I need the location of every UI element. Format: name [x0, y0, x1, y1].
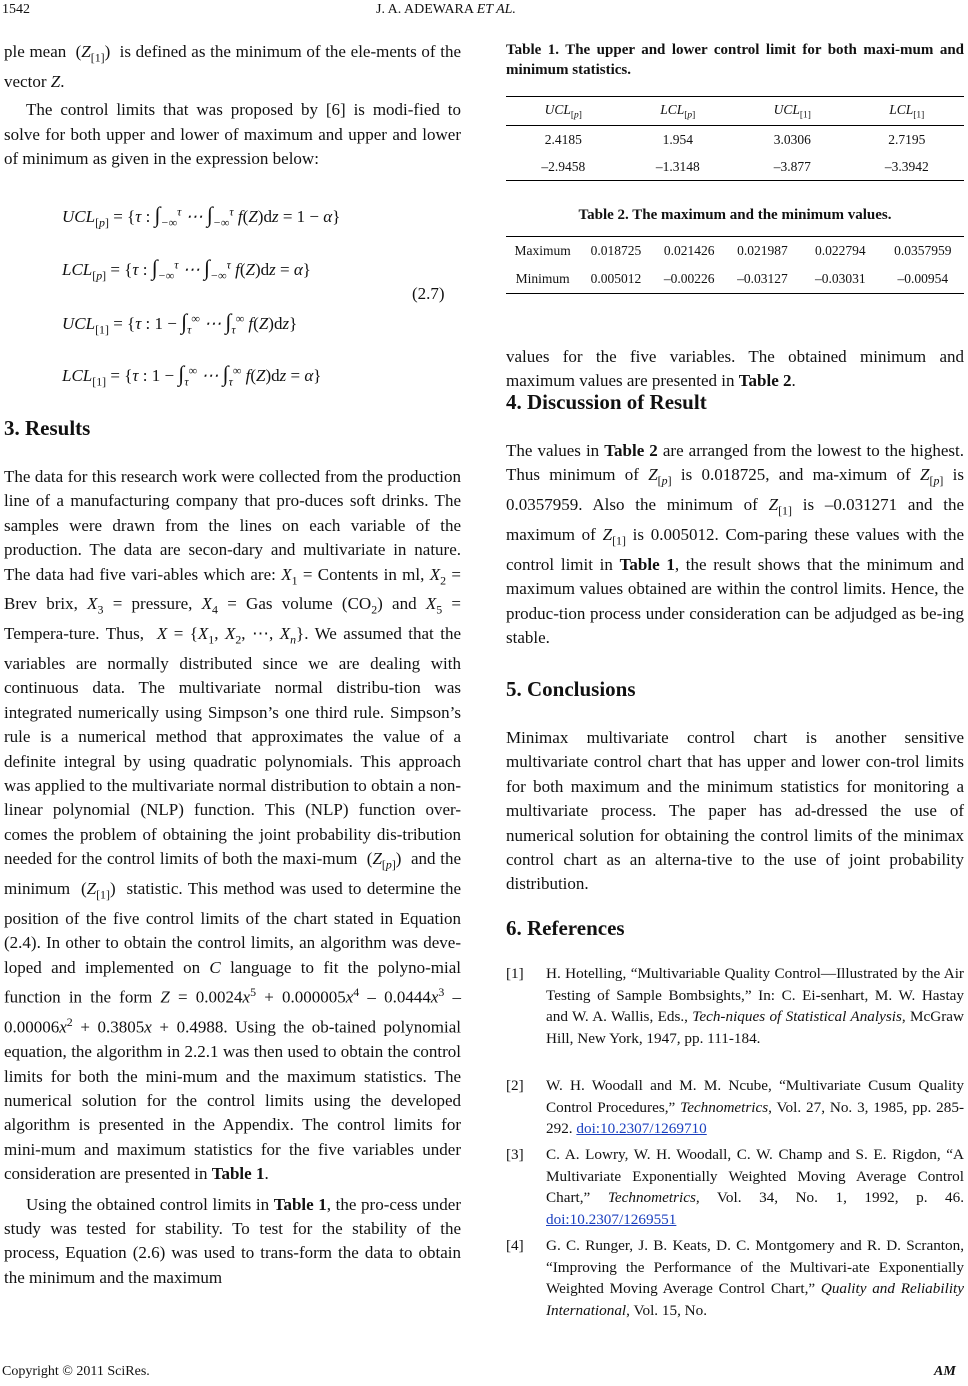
- reference-number: [2]: [506, 1077, 524, 1094]
- reference-text: H. Hotelling, “Multivariable Quality Control—Illustrated by the Air Testing of Sample Bombsights,” In: C. Ei-senhart, M. W. Hastay and W. A. Wallis, Eds., Tech-niques of Statistical Analysis, McGraw Hill, New York, 1947, pp. 111-184.: [546, 965, 964, 1047]
- table1-cell: 3.0306: [773, 131, 811, 147]
- table2-cell: –0.03127: [737, 271, 788, 286]
- conclusions-body: Minimax multivariate control chart is another sensitive multivariate control chart that has upper and lower con-trol limits for both maximum and the minimum statistics for monitoring a multivariate process. The paper has ad-dressed the use of numerical solution for obtaining the control limits of the minimax control chart as an alterna-tive to the use of joint probability distribution.: [506, 728, 964, 894]
- right-paragraph-1: values for the five variables. The obtained minimum and maximum values are presented in Table 2.: [506, 347, 964, 391]
- table2-cell: 0.005012: [590, 271, 642, 286]
- equation-ucl-p: $UCL_{[p]} = \{\tau$ : $\int_{-\infty}^\tau$ ⋯ $\int_{-\infty}^\tau$ f(Z)dz = 1 − α}: [62, 202, 341, 230]
- table2-cell: 0.022794: [814, 243, 866, 258]
- table1-cell: –1.3148: [655, 158, 700, 174]
- table2-cell: –0.00954: [897, 271, 949, 286]
- table2-row: [506, 265, 964, 293]
- doi-link[interactable]: doi:10.2307/1269710: [576, 1120, 707, 1137]
- table2-cell: –0.03031: [814, 271, 866, 286]
- reference-item: [506, 963, 964, 1049]
- results-body: [4, 465, 461, 1290]
- reference-text: G. C. Runger, J. B. Keats, D. C. Montgomery and R. D. Scranton, “Improving the Performance of the Multivari-ate Exponentially Weighted Moving Average Control Chart,” Quality and Reliability International, Vol. 15, No.: [546, 1237, 964, 1319]
- table2-cell: 0.021426: [663, 243, 715, 258]
- table1-row: [506, 153, 964, 180]
- page-number: 1542: [2, 2, 30, 17]
- equation-ucl-1: $UCL_{[1]} = \{\tau$ : $1 - \int_\tau^\infty$ ⋯ $\int_\tau^\infty$ f(Z)dz}: [62, 309, 298, 337]
- equation-lcl-1: $LCL_{[1]} = \{\tau$ : $1 - \int_\tau^\infty$ ⋯ $\int_\tau^\infty$ f(Z)dz = α}: [62, 361, 322, 389]
- discussion-body: The values in Table 2 are arranged from the lowest to the highest. Thus minimum of $Z_{[p]}$ is 0.018725, and ma-ximum of $Z_{[p]}$ is 0.0357959. Also the minimum of $Z_{[1]}$ is –0.031271 and the maximum of $Z_{[1]}$ is 0.005012. Com-paring these values with the control limit in Table 1, the result shows that the minimum and maximum values obtained are within the control limits. Hence, the produc-tion process under consideration can be adjudged as be-ing stable.: [506, 441, 965, 648]
- table1-cell: –3.877: [773, 158, 811, 174]
- reference-item: [506, 1075, 964, 1140]
- table1-header: $LCL_{[1]}$: [889, 101, 925, 121]
- equation-lcl-p: $LCL_{[p]} = \{\tau$ : $\int_{-\infty}^\tau$ ⋯ $\int_{-\infty}^\tau$ f(Z)dz = α}: [62, 255, 311, 283]
- table1-cell: –2.9458: [541, 158, 586, 174]
- table1-cell: 1.954: [662, 131, 693, 147]
- intro-paragraph-2: The control limits that was proposed by [6] is modi-fied to solve for both upper and lower of maximum and upper and lower of minimum as given in the expression below:: [4, 100, 461, 169]
- table2-cell: 0.021987: [737, 243, 788, 258]
- table1: [506, 96, 964, 181]
- reference-text: W. H. Woodall and M. M. Ncube, “Multivariate Cusum Quality Control Procedures,” Technometrics, Vol. 27, No. 3, 1985, pp. 285-292. doi:10.2307/1269710: [546, 1077, 965, 1137]
- copyright: Copyright © 2011 SciRes.: [2, 1364, 150, 1379]
- table1-header: $UCL_{[p]}$: [544, 101, 582, 121]
- reference-item: [506, 1144, 964, 1230]
- reference-item: [506, 1235, 964, 1321]
- intro-paragraph-1: ple mean $(Z_{[1]})$ is defined as the minimum of the ele-ments of the vector Z.: [4, 42, 462, 91]
- table1-cell: 2.7195: [888, 131, 926, 147]
- table2: [506, 236, 964, 294]
- reference-number: [3]: [506, 1146, 524, 1163]
- running-title: J. A. ADEWARA ET AL.: [376, 2, 516, 17]
- table1-cell: 2.4185: [544, 131, 582, 147]
- results-heading: 3. Results: [4, 416, 91, 440]
- table2-row-label: Maximum: [514, 243, 571, 258]
- table2-row: [506, 237, 964, 265]
- journal-abbrev: AM: [934, 1364, 956, 1379]
- table1-cell: –3.3942: [884, 158, 929, 174]
- table2-row-label: Minimum: [515, 271, 570, 286]
- table1-caption: Table 1. The upper and lower control limit for both maxi-mum and minimum statistics.: [506, 42, 964, 78]
- table2-cell: 0.018725: [590, 243, 642, 258]
- table1-header-row: [506, 97, 964, 125]
- results-paragraph-1: The data for this research work were collected from the production line of a manufacturing company that pro-duces soft drinks. The samples were drawn from the lines on each variable of the production. The data are secon-dary and multivariate in nature. The data had five vari-ables which are: $X_1$ = Contents in ml, $X_2$ = Brev brix, $X_3$ = pressure, $X_4$ = Gas volume $(CO_2)$ and $X_5$ = Tempera-ture. Thus, $X = \{X_1$, $X_2$, ⋯, $X_n$}. We assumed that the variables are normally distributed since we are dealing with continuous data. The multivariate normal distribu-tion was integrated numerically using Simpson’s one third rule. Simpson’s rule is a numerical method that approximates the value of a definite integral by using quadratic polynomials. This approach was applied to the multivariate normal distribution to obtain a non-linear polynomial (NLP) function. This (NLP) function over-comes the problem of obtaining the joint probability dis-tribution needed for the control limits of both the maxi-mum $(Z_{[p]})$ and the minimum $(Z_{[1]})$ statistic. This method was used to determine the position of the five control limits of the chart stated in Equation (2.4). In other to obtain the control limits, an algorithm was deve-loped and implemented on C language to fit the polyno-mial function in the form $Z = 0.0024x^5 + 0.000005x^4 - 0.0444x^3 - 0.00006x^2 + 0.3805x + 0.4988$. Using the ob-tained polynomial equation, the algorithm in 2.2.1 was then used to obtain the control limits for both the mini-mum and the maximum statistics. The numerical solution for the control limits using the developed algorithm is presented in the Appendix. The control limits for mini-mum and maximum statistics for the five variables under consideration are presented in Table 1.: [4, 467, 462, 1184]
- reference-text: C. A. Lowry, W. H. Woodall, C. W. Champ and S. E. Rigdon, “A Multivariate Exponentially Weighted Moving Average Control Chart,” Technometrics, Vol. 34, No. 1, 1992, p. 46. doi:10.2307/1269551: [546, 1146, 965, 1228]
- conclusions-heading: 5. Conclusions: [506, 677, 636, 701]
- reference-number: [1]: [506, 965, 524, 982]
- discussion-heading: 4. Discussion of Result: [506, 390, 707, 414]
- table2-cell: –0.00226: [663, 271, 715, 286]
- table1-header: $LCL_{[p]}$: [660, 101, 696, 121]
- reference-number: [4]: [506, 1237, 524, 1254]
- table2-caption: Table 2. The maximum and the minimum values.: [578, 207, 892, 223]
- table2-cell: 0.0357959: [894, 243, 952, 258]
- doi-link[interactable]: doi:10.2307/1269551: [546, 1210, 677, 1228]
- left-intro: [4, 40, 461, 171]
- table1-row: [506, 126, 964, 153]
- table1-header: $UCL_{[1]}$: [773, 101, 811, 121]
- equation-number: (2.7): [412, 284, 445, 303]
- references-heading: 6. References: [506, 916, 625, 940]
- results-paragraph-2: Using the obtained control limits in Table 1, the pro-cess under study was tested for stability. To test for the stability of the process, Equation (2.6) was used to trans-form the data to obtain the minimum and the maximum: [4, 1194, 461, 1287]
